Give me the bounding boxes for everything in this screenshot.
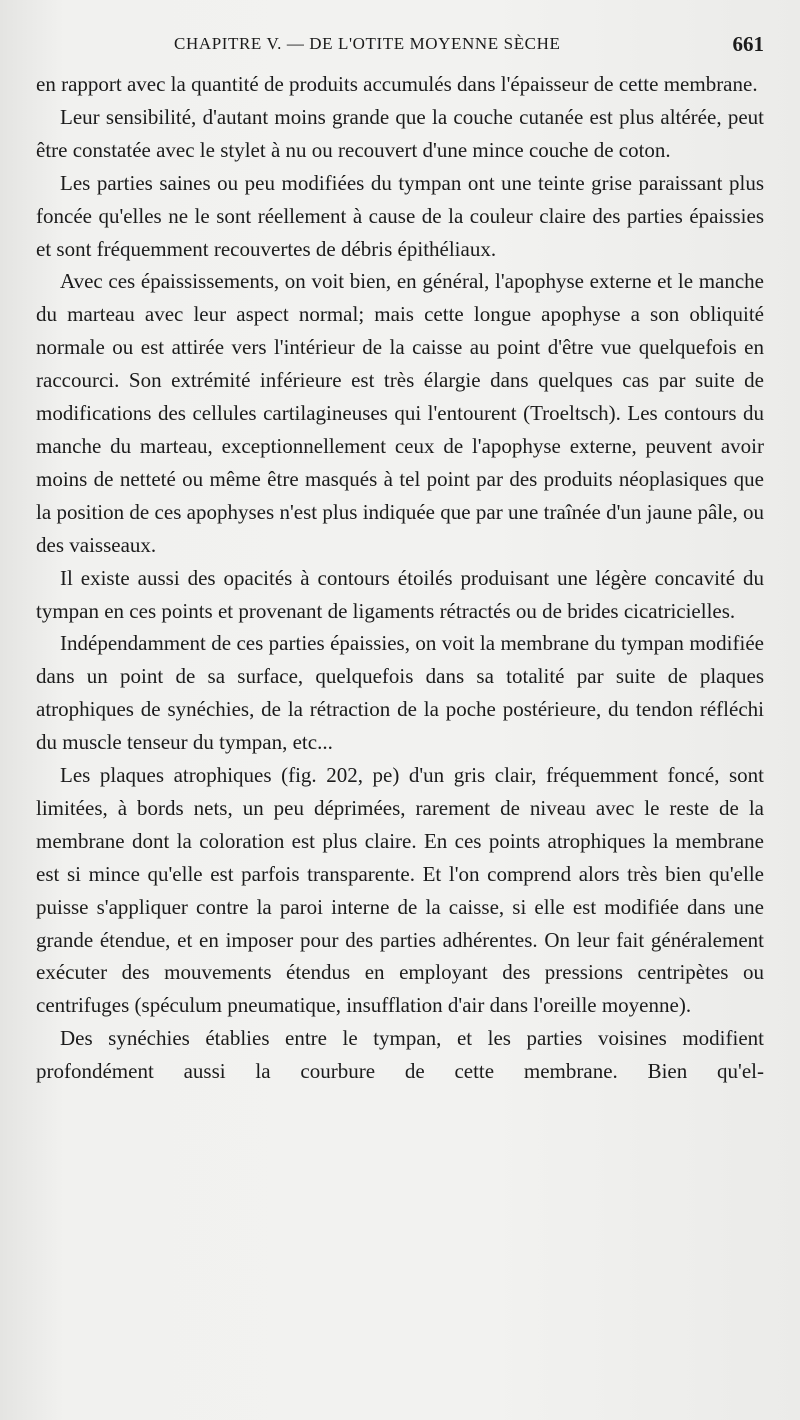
paragraph: Les parties saines ou peu modifiées du tympan ont une teinte grise paraissant plus foncée qu'elles ne le sont réellement à cause de la couleur claire des parties épaissies et sont fréquemment recouvertes de débris épithéliaux. (36, 170, 764, 261)
running-title: CHAPITRE V. — DE L'OTITE MOYENNE SÈCHE (174, 34, 561, 53)
paragraph: Indépendamment de ces parties épaissies, on voit la membrane du tympan modifiée dans un point de sa surface, quelquefois dans sa totalité par suite de plaques atrophiques de synéchies, de la rétraction de la poche postérieure, du tendon réfléchi du muscle tenseur du tympan, etc... (36, 631, 764, 755)
paragraph: Leur sensibilité, d'autant moins grande que la couche cutanée est plus altérée, peut être constatée avec le stylet à nu ou recouvert d'une mince couche de coton. (36, 104, 764, 162)
paragraph: Des synéchies établies entre le tympan, et les parties voisines modifient profondément aussi la courbure de cette membrane. Bien qu'el- (36, 1026, 764, 1084)
paragraph: en rapport avec la quantité de produits accumulés dans l'épaisseur de cette membrane. (36, 72, 758, 96)
paragraph: Avec ces épaississements, on voit bien, en général, l'apophyse externe et le manche du marteau avec leur aspect normal; mais cette longue apophyse a son obliquité normale ou est attirée vers l'intérieur de la caisse au point d'être vue quelquefois en raccourci. Son extrémité inférieure est très élargie dans quelques cas par suite de modifications des cellules cartilagineuses qui l'entourent (Troeltsch). Les contours du manche du marteau, exceptionnellement ceux de l'apophyse externe, peuvent avoir moins de netteté ou même être masqués à tel point par des produits néoplasiques que la position de ces apophyses n'est plus indiquée que par une traînée d'un jaune pâle, ou des vaisseaux. (36, 269, 764, 557)
page-number: 661 (732, 32, 764, 56)
paragraph: Il existe aussi des opacités à contours étoilés produisant une légère concavité du tympan en ces points et provenant de ligaments rétractés ou de brides cicatricielles. (36, 565, 764, 623)
body-text (36, 68, 764, 1088)
paragraph: Les plaques atrophiques (fig. 202, pe) d'un gris clair, fréquemment foncé, sont limitées, à bords nets, un peu déprimées, rarement de niveau avec le reste de la membrane dont la coloration est plus claire. En ces points atrophiques la membrane est si mince qu'elle est parfois transparente. Et l'on comprend alors très bien qu'elle puisse s'appliquer contre la paroi interne de la caisse, si elle est modifiée dans une grande étendue, et en imposer pour des parties adhérentes. On leur fait généralement exécuter des mouvements étendus en employant des pressions centripètes ou centrifuges (spéculum pneumatique, insufflation d'air dans l'oreille moyenne). (36, 763, 764, 1018)
page-header (36, 32, 764, 60)
